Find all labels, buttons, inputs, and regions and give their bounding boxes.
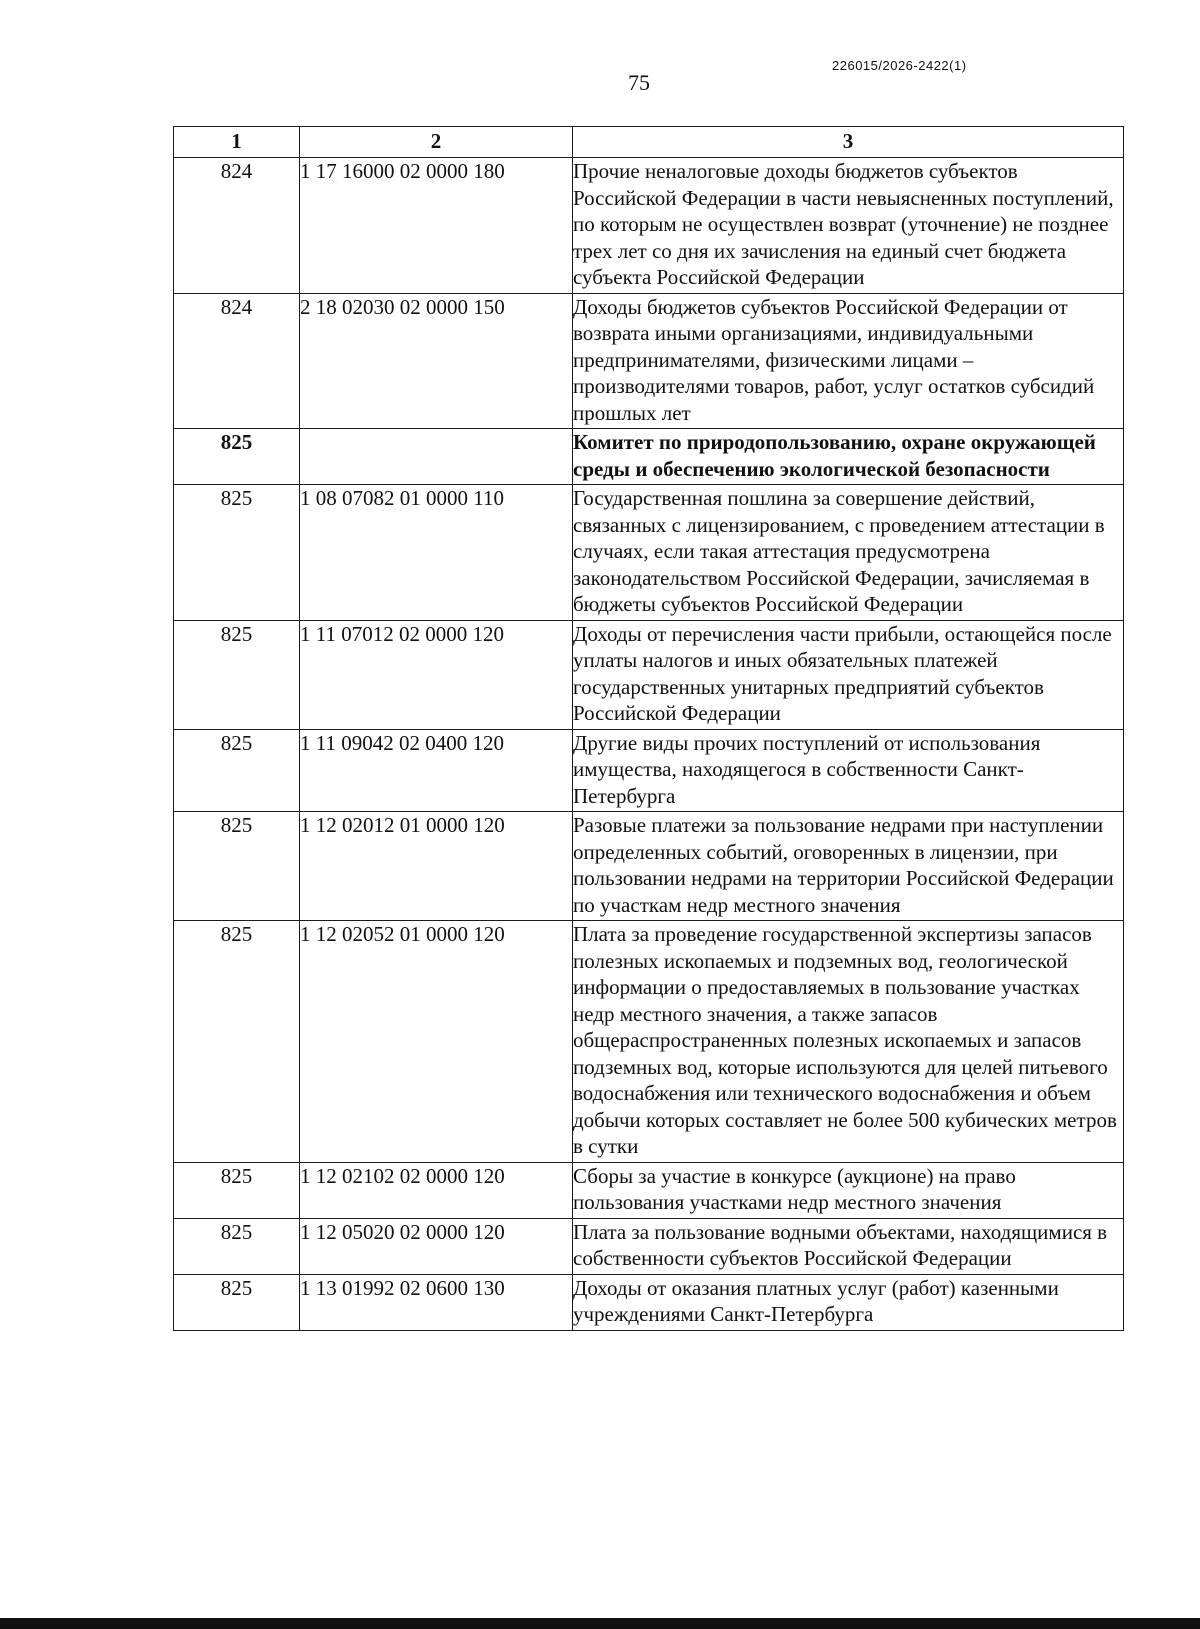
revenue-description: Разовые платежи за пользование недрами при наступлении определенных событий, оговоренных в лицензии, при пользовании недрами на территории Российской Федерации по участкам недр местного значения [573, 812, 1124, 921]
table-row [174, 921, 1124, 1163]
revenue-code: 1 12 02012 01 0000 120 [300, 812, 573, 921]
revenue-description: Доходы от перечисления части прибыли, остающейся после уплаты налогов и иных обязательных платежей государственных унитарных предприятий субъектов Российской Федерации [573, 620, 1124, 729]
revenue-code: 1 12 02102 02 0000 120 [300, 1162, 573, 1218]
revenue-description: Государственная пошлина за совершение действий, связанных с лицензированием, с проведением аттестации в случаях, если такая аттестация предусмотрена законодательством Российской Федерации, зачисляемая в бюджеты субъектов Российской Федерации [573, 485, 1124, 621]
administrator-code: 825 [174, 921, 300, 1163]
page-number: 75 [628, 70, 650, 95]
revenue-code: 1 08 07082 01 0000 110 [300, 485, 573, 621]
table-row [174, 1218, 1124, 1274]
table-row [174, 620, 1124, 729]
administrator-name: Комитет по природопользованию, охране окружающей среды и обеспечению экологической безопасности [573, 429, 1124, 485]
administrator-code: 825 [174, 729, 300, 812]
revenue-description: Сборы за участие в конкурсе (аукционе) на право пользования участками недр местного значения [573, 1162, 1124, 1218]
table-row [174, 1162, 1124, 1218]
revenue-description: Другие виды прочих поступлений от использования имущества, находящегося в собственности Санкт-Петербурга [573, 729, 1124, 812]
revenue-code: 1 12 02052 01 0000 120 [300, 921, 573, 1163]
revenue-description: Прочие неналоговые доходы бюджетов субъектов Российской Федерации в части невыясненных поступлений, по которым не осуществлен возврат (уточнение) не позднее трех лет со дня их зачисления на единый счет бюджета субъекта Российской Федерации [573, 158, 1124, 294]
revenue-description: Доходы бюджетов субъектов Российской Федерации от возврата иными организациями, индивидуальными предпринимателями, физическими лицами – производителями товаров, работ, услуг остатков субсидий прошлых лет [573, 293, 1124, 429]
administrator-code: 825 [174, 429, 300, 485]
table-row [174, 293, 1124, 429]
administrator-code: 825 [174, 485, 300, 621]
administrator-code: 824 [174, 158, 300, 294]
administrator-code: 825 [174, 1218, 300, 1274]
revenue-code: 2 18 02030 02 0000 150 [300, 293, 573, 429]
revenue-code: 1 11 09042 02 0400 120 [300, 729, 573, 812]
revenue-description: Плата за пользование водными объектами, находящимися в собственности субъектов Российской Федерации [573, 1218, 1124, 1274]
table-row [174, 485, 1124, 621]
column-header-3: 3 [573, 127, 1124, 158]
revenue-code: 1 11 07012 02 0000 120 [300, 620, 573, 729]
administrator-code: 825 [174, 1162, 300, 1218]
table-row [174, 729, 1124, 812]
page-bottom-border [0, 1618, 1200, 1629]
administrator-code: 825 [174, 1274, 300, 1330]
table-header-row [174, 127, 1124, 158]
revenue-description: Доходы от оказания платных услуг (работ) казенными учреждениями Санкт-Петербурга [573, 1274, 1124, 1330]
table-row [174, 1274, 1124, 1330]
administrator-code: 824 [174, 293, 300, 429]
revenue-description: Плата за проведение государственной экспертизы запасов полезных ископаемых и подземных вод, геологической информации о предоставляемых в пользование участках недр местного значения, а также запасов общераспространенных полезных ископаемых и запасов подземных вод, которые используются для целей питьевого водоснабжения или технического водоснабжения и объем добычи которых составляет не более 500 кубических метров в сутки [573, 921, 1124, 1163]
column-header-1: 1 [174, 127, 300, 158]
administrator-code: 825 [174, 812, 300, 921]
revenue-code: 1 13 01992 02 0600 130 [300, 1274, 573, 1330]
document-registration-number: 226015/2026-2422(1) [832, 58, 967, 73]
revenue-code: 1 17 16000 02 0000 180 [300, 158, 573, 294]
table-row [174, 158, 1124, 294]
revenue-code [300, 429, 573, 485]
column-header-2: 2 [300, 127, 573, 158]
administrator-code: 825 [174, 620, 300, 729]
revenue-code: 1 12 05020 02 0000 120 [300, 1218, 573, 1274]
revenue-codes-table [173, 126, 1124, 1331]
administrator-heading-row [174, 429, 1124, 485]
table-row [174, 812, 1124, 921]
